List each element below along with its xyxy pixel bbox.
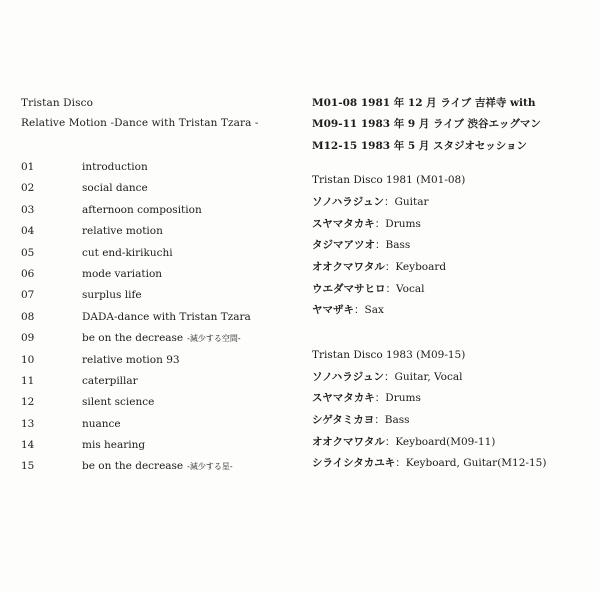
member-line [312,303,592,325]
track-number: 04 [21,225,35,238]
track-title: be on the decrease -減少する星- [82,460,233,473]
member-role: Guitar [394,196,429,209]
track-number: 11 [21,374,35,387]
separator: ： [384,260,396,273]
separator: ： [395,457,406,470]
separator: ： [374,413,385,426]
member-line [312,435,592,457]
track-row [21,288,291,309]
track-row [21,203,291,224]
member-role: Bass [385,239,411,252]
member-name: タジマアツオ [312,239,375,252]
separator: ： [374,217,386,230]
track-row [21,160,291,181]
member-role: Drums [385,217,421,230]
member-name: ソノハラジュン [312,370,385,383]
track-number: 09 [21,332,35,345]
track-row [21,395,291,416]
track-subtitle: -減少する空間- [187,334,241,344]
member-line [312,370,592,392]
member-name: ソノハラジュン [312,196,385,209]
track-row [21,374,291,395]
track-row [21,459,291,480]
member-name: オオクマワタル [312,260,385,273]
member-line [312,260,592,282]
lineup-1981-heading: Tristan Disco 1981 (M01-08) [312,174,466,187]
track-title: cut end-kirikuchi [82,246,173,259]
member-role: Guitar, Vocal [394,370,463,383]
track-title: nuance [82,417,121,430]
track-number: 10 [21,353,35,366]
separator: ： [384,370,395,383]
member-name: スヤマタカキ [312,392,375,405]
separator: ： [354,304,365,317]
track-number: 05 [21,246,35,259]
member-name: シライシタカユキ [312,457,396,470]
track-row [21,181,291,202]
track-number: 02 [21,182,35,195]
track-row [21,331,291,352]
track-row [21,417,291,438]
member-line [312,413,592,435]
track-number: 07 [21,289,35,302]
track-title: mode variation [82,267,163,280]
track-title: introduction [82,161,148,173]
member-name: スヤマタカキ [312,217,375,230]
right-column [312,96,592,478]
member-line [312,282,592,304]
member-line [312,456,592,478]
track-subtitle: -減少する星- [187,462,233,472]
lineup-1983-heading: Tristan Disco 1983 (M09-15) [312,348,466,361]
track-number: 14 [21,439,35,452]
recording-note: M12-15 1983 年 5 月 スタジオセッション [312,139,527,152]
member-line [312,195,592,217]
track-list [21,160,291,481]
track-row [21,438,291,459]
member-role: Keyboard [395,260,447,273]
recording-note: M01-08 1981 年 12 月 ライブ 吉祥寺 with [312,97,536,109]
member-role: Sax [364,304,384,317]
left-column [21,96,291,481]
separator: ： [384,435,396,448]
member-name: ウエダマサヒロ [312,282,386,295]
track-title: social dance [82,182,148,195]
track-number: 01 [21,161,35,173]
track-title: silent science [82,396,155,409]
member-role: Vocal [396,282,425,295]
track-title: afternoon composition [82,203,202,216]
member-name: オオクマワタル [312,435,385,448]
member-role: Keyboard, Guitar(M12-15) [405,457,547,470]
recording-note: M09-11 1983 年 9 月 ライブ 渋谷エッグマン [312,118,541,131]
track-row [21,267,291,288]
separator: ： [374,392,386,405]
track-number: 13 [21,417,35,430]
track-number: 12 [21,396,35,409]
member-role: Keyboard(M09-11) [395,435,496,448]
separator: ： [375,239,386,252]
track-title: surplus life [82,289,142,302]
track-title: relative motion 93 [82,353,180,366]
member-name: シゲタミカヨ [312,413,375,426]
track-title: relative motion [82,225,163,238]
member-line [312,217,592,239]
artist-name: Tristan Disco [21,97,94,109]
member-line [312,391,592,413]
track-title: be on the decrease -減少する空間- [82,332,241,345]
track-title: DADA-dance with Tristan Tzara [82,310,251,323]
member-line [312,238,592,260]
track-number: 08 [21,310,35,323]
track-title: caterpillar [82,374,138,387]
member-name: ヤマザキ [312,304,354,317]
track-number: 06 [21,267,35,280]
separator: ： [384,196,395,209]
track-title: mis hearing [82,439,146,452]
track-number: 03 [21,203,35,216]
member-role: Bass [384,413,410,426]
track-row [21,310,291,331]
separator: ： [385,282,396,295]
album-title: Relative Motion -Dance with Tristan Tzara - [21,117,259,129]
track-row [21,224,291,245]
member-role: Drums [385,392,421,405]
track-row [21,246,291,267]
track-row [21,353,291,374]
track-number: 15 [21,460,35,473]
